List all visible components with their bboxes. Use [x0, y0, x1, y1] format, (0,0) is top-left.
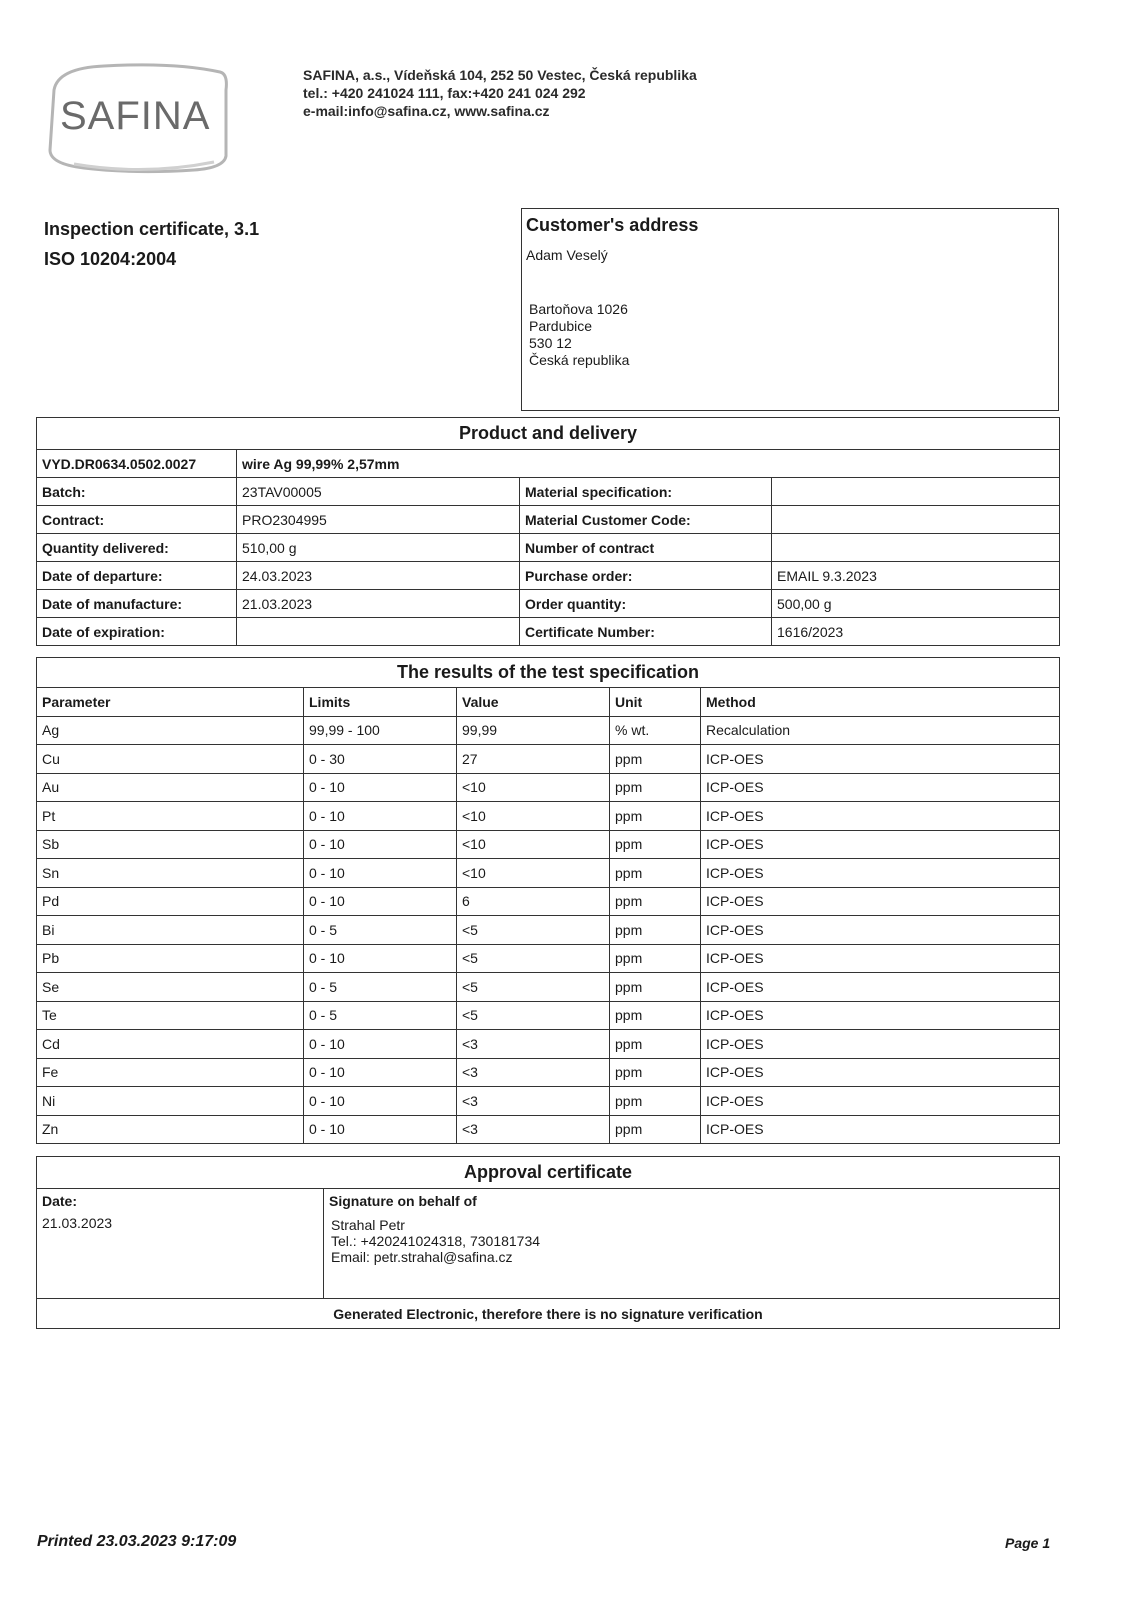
- printed-timestamp: Printed 23.03.2023 9:17:09: [37, 1533, 237, 1550]
- table-cell: ICP-OES: [701, 1030, 1060, 1059]
- table-row: [37, 887, 1060, 916]
- customer-name: Adam Veselý: [526, 247, 608, 263]
- table-cell: 27: [457, 745, 610, 774]
- table-cell: 6: [457, 887, 610, 916]
- customer-address: [529, 301, 629, 369]
- table-cell: Fe: [37, 1058, 304, 1087]
- batch-value: 23TAV00005: [237, 478, 520, 506]
- certificate-title-block: [44, 214, 259, 274]
- table-row: [37, 1087, 1060, 1116]
- table-row: [37, 1001, 1060, 1030]
- manufacture-value: 21.03.2023: [237, 590, 520, 618]
- table-cell: 0 - 10: [304, 944, 457, 973]
- company-address: SAFINA, a.s., Vídeňská 104, 252 50 Vestec, Česká republika: [303, 67, 697, 83]
- table-cell: ppm: [610, 916, 701, 945]
- material-code-label: Material Customer Code:: [520, 506, 772, 534]
- number-contract-value: [772, 534, 1060, 562]
- batch-label: Batch:: [37, 478, 237, 506]
- table-cell: Bi: [37, 916, 304, 945]
- table-cell: Cu: [37, 745, 304, 774]
- customer-address-box: [521, 208, 1059, 411]
- certificate-number-label: Certificate Number:: [520, 618, 772, 646]
- manufacture-label: Date of manufacture:: [37, 590, 237, 618]
- table-cell: Se: [37, 973, 304, 1002]
- table-cell: ICP-OES: [701, 1115, 1060, 1144]
- certificate-standard: ISO 10204:2004: [44, 249, 177, 269]
- signer-tel: Tel.: +420241024318, 730181734: [331, 1233, 541, 1249]
- signer-name: Strahal Petr: [331, 1217, 405, 1233]
- number-contract-label: Number of contract: [520, 534, 772, 562]
- column-header: Method: [701, 688, 1060, 717]
- column-header: Unit: [610, 688, 701, 717]
- approval-date-label: Date:: [42, 1193, 78, 1209]
- table-cell: Recalculation: [701, 716, 1060, 745]
- table-cell: ppm: [610, 1115, 701, 1144]
- table-row: [37, 916, 1060, 945]
- table-cell: 0 - 5: [304, 916, 457, 945]
- table-cell: ppm: [610, 1030, 701, 1059]
- table-cell: Sb: [37, 830, 304, 859]
- order-quantity-value: 500,00 g: [772, 590, 1060, 618]
- results-heading: The results of the test specification: [37, 658, 1060, 688]
- table-cell: 0 - 10: [304, 773, 457, 802]
- quantity-value: 510,00 g: [237, 534, 520, 562]
- company-email: e-mail:info@safina.cz, www.safina.cz: [303, 103, 550, 119]
- table-cell: 0 - 10: [304, 1030, 457, 1059]
- table-cell: Au: [37, 773, 304, 802]
- column-header: Value: [457, 688, 610, 717]
- table-cell: Pt: [37, 802, 304, 831]
- company-info: [303, 66, 697, 120]
- table-row: [37, 973, 1060, 1002]
- table-cell: Ni: [37, 1087, 304, 1116]
- departure-label: Date of departure:: [37, 562, 237, 590]
- table-cell: ICP-OES: [701, 887, 1060, 916]
- purchase-order-value: EMAIL 9.3.2023: [772, 562, 1060, 590]
- expiration-value: [237, 618, 520, 646]
- table-row: [37, 1030, 1060, 1059]
- table-cell: ICP-OES: [701, 859, 1060, 888]
- signature-note: Generated Electronic, therefore there is no signature verification: [37, 1299, 1060, 1329]
- material-spec-label: Material specification:: [520, 478, 772, 506]
- table-cell: ICP-OES: [701, 1058, 1060, 1087]
- table-row: [37, 773, 1060, 802]
- page-number: Page 1: [1005, 1535, 1051, 1551]
- table-cell: Ag: [37, 716, 304, 745]
- table-row: [37, 802, 1060, 831]
- table-cell: ICP-OES: [701, 802, 1060, 831]
- material-spec-value: [772, 478, 1060, 506]
- certificate-number-value: 1616/2023: [772, 618, 1060, 646]
- table-cell: 0 - 10: [304, 859, 457, 888]
- purchase-order-label: Purchase order:: [520, 562, 772, 590]
- table-cell: Pd: [37, 887, 304, 916]
- table-cell: ppm: [610, 1087, 701, 1116]
- order-quantity-label: Order quantity:: [520, 590, 772, 618]
- table-row: [37, 1115, 1060, 1144]
- table-cell: 0 - 10: [304, 830, 457, 859]
- customer-city: Pardubice: [529, 318, 593, 334]
- company-phone: tel.: +420 241024 111, fax:+420 241 024 292: [303, 85, 586, 101]
- table-cell: <10: [457, 830, 610, 859]
- table-cell: ICP-OES: [701, 973, 1060, 1002]
- table-cell: <3: [457, 1087, 610, 1116]
- expiration-label: Date of expiration:: [37, 618, 237, 646]
- table-row: [37, 1058, 1060, 1087]
- material-code-value: [772, 506, 1060, 534]
- table-cell: 0 - 10: [304, 802, 457, 831]
- table-cell: <10: [457, 802, 610, 831]
- table-cell: ppm: [610, 745, 701, 774]
- table-cell: ICP-OES: [701, 1001, 1060, 1030]
- customer-country: Česká republika: [529, 352, 630, 368]
- table-cell: <3: [457, 1115, 610, 1144]
- table-cell: ppm: [610, 973, 701, 1002]
- table-cell: ICP-OES: [701, 944, 1060, 973]
- contract-label: Contract:: [37, 506, 237, 534]
- table-cell: ppm: [610, 887, 701, 916]
- signer-email: Email: petr.strahal@safina.cz: [331, 1249, 513, 1265]
- table-cell: 0 - 30: [304, 745, 457, 774]
- departure-value: 24.03.2023: [237, 562, 520, 590]
- table-cell: Pb: [37, 944, 304, 973]
- company-logo: [44, 60, 232, 178]
- table-row: [37, 859, 1060, 888]
- approval-table: [36, 1156, 1060, 1329]
- table-cell: 0 - 10: [304, 1115, 457, 1144]
- approval-signature-cell: [324, 1189, 1060, 1299]
- table-cell: 0 - 5: [304, 973, 457, 1002]
- table-cell: <10: [457, 773, 610, 802]
- product-code: VYD.DR0634.0502.0027: [37, 450, 237, 478]
- table-cell: <5: [457, 973, 610, 1002]
- quantity-label: Quantity delivered:: [37, 534, 237, 562]
- table-cell: Sn: [37, 859, 304, 888]
- table-cell: <5: [457, 916, 610, 945]
- table-cell: <5: [457, 944, 610, 973]
- table-cell: <3: [457, 1030, 610, 1059]
- customer-heading: Customer's address: [526, 215, 699, 235]
- product-heading: Product and delivery: [37, 418, 1060, 450]
- table-cell: Zn: [37, 1115, 304, 1144]
- contract-value: PRO2304995: [237, 506, 520, 534]
- table-cell: ICP-OES: [701, 773, 1060, 802]
- table-row: [37, 745, 1060, 774]
- table-cell: ppm: [610, 859, 701, 888]
- table-cell: ICP-OES: [701, 745, 1060, 774]
- table-cell: ppm: [610, 1001, 701, 1030]
- table-cell: ppm: [610, 802, 701, 831]
- table-cell: 0 - 10: [304, 1058, 457, 1087]
- certificate-title: Inspection certificate, 3.1: [44, 219, 260, 239]
- table-cell: <10: [457, 859, 610, 888]
- table-cell: ppm: [610, 830, 701, 859]
- table-cell: 99,99: [457, 716, 610, 745]
- table-cell: <3: [457, 1058, 610, 1087]
- table-cell: Te: [37, 1001, 304, 1030]
- customer-zip: 530 12: [529, 335, 572, 351]
- table-cell: % wt.: [610, 716, 701, 745]
- table-cell: ICP-OES: [701, 830, 1060, 859]
- column-header: Limits: [304, 688, 457, 717]
- column-header: Parameter: [37, 688, 304, 717]
- signature-label: Signature on behalf of: [329, 1193, 477, 1209]
- approval-date: 21.03.2023: [42, 1215, 113, 1231]
- customer-street: Bartoňova 1026: [529, 301, 628, 317]
- table-cell: 0 - 10: [304, 1087, 457, 1116]
- table-cell: ppm: [610, 1058, 701, 1087]
- table-row: [37, 716, 1060, 745]
- table-row: [37, 944, 1060, 973]
- table-row: [37, 830, 1060, 859]
- table-cell: 0 - 5: [304, 1001, 457, 1030]
- results-table: [36, 657, 1060, 1144]
- table-cell: ppm: [610, 773, 701, 802]
- table-cell: 0 - 10: [304, 887, 457, 916]
- table-cell: ICP-OES: [701, 1087, 1060, 1116]
- logo-text: SAFINA: [60, 94, 211, 138]
- table-cell: ppm: [610, 944, 701, 973]
- table-cell: <5: [457, 1001, 610, 1030]
- product-description: wire Ag 99,99% 2,57mm: [237, 450, 1060, 478]
- table-cell: 99,99 - 100: [304, 716, 457, 745]
- approval-heading: Approval certificate: [37, 1157, 1060, 1189]
- approval-date-cell: [37, 1189, 324, 1299]
- product-delivery-table: [36, 417, 1060, 646]
- table-cell: ICP-OES: [701, 916, 1060, 945]
- table-cell: Cd: [37, 1030, 304, 1059]
